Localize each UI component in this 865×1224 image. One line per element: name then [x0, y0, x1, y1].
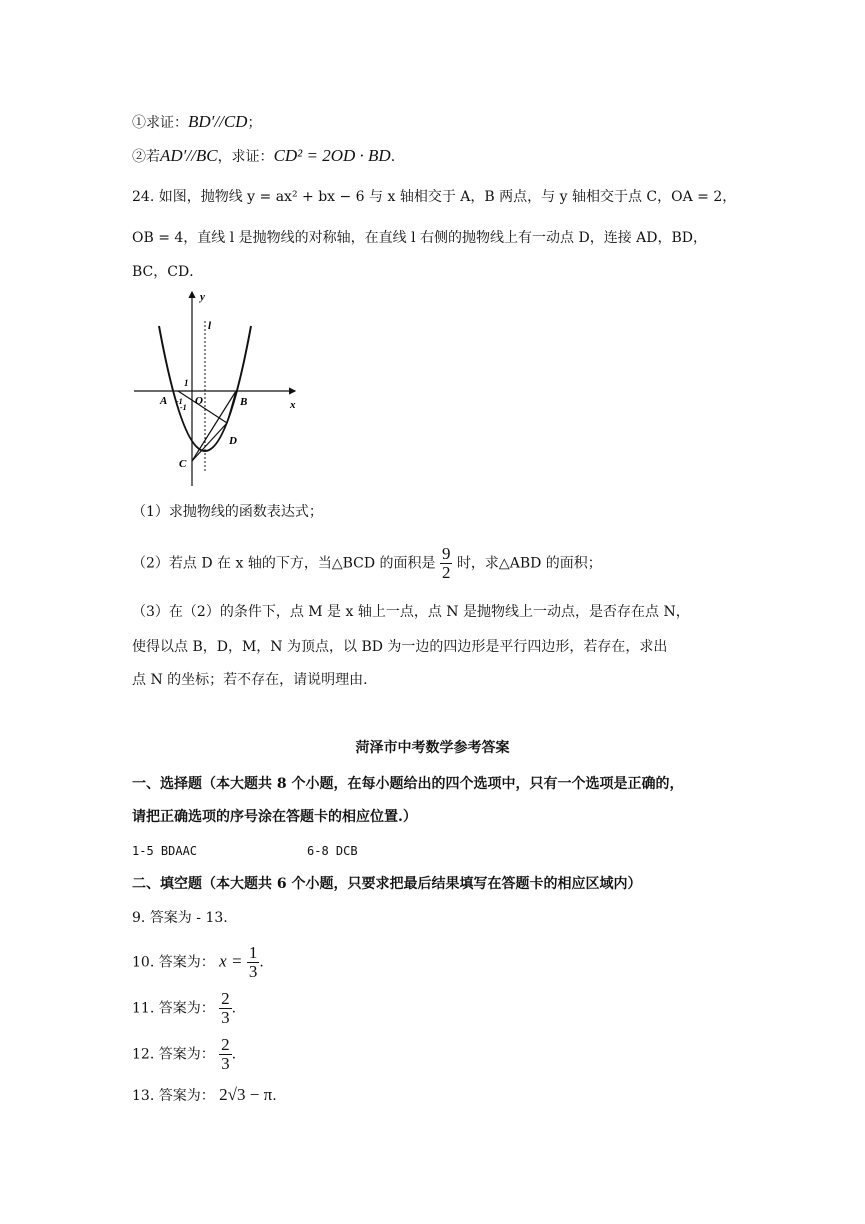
fraction-denominator: 3 — [248, 962, 258, 981]
q24-sub2-text-a: （2）若点 D 在 x 轴的下方，当△BCD 的面积是 — [132, 555, 436, 572]
q23-part2-mid: ，求证： — [217, 149, 274, 165]
q23-part2 — [132, 146, 405, 167]
mc-answers-6-8: 6-8 DCB — [307, 844, 358, 858]
parabola-curve — [159, 326, 251, 451]
q24-sub3-line1: （3）在（2）的条件下，点 M 是 x 轴上一点，点 N 是抛物线上一动点，是否存在点 N， — [132, 604, 690, 620]
parabola-figure — [130, 286, 305, 491]
q23-part2-math1: AD′//BC — [160, 146, 218, 165]
label-O: O — [195, 395, 203, 407]
q24-line1: 24. 如图，抛物线 y = ax² + bx − 6 与 x 轴相交于 A，B 两点，与 y 轴相交于点 C，OA = 2， — [132, 189, 737, 205]
answer-12 — [132, 1036, 236, 1073]
q23-part2-math2: CD² = 2OD · BD — [273, 146, 391, 165]
label-B: B — [240, 396, 248, 408]
label-A: A — [160, 395, 168, 407]
q24-sub2-text-b: 时，求△ABD 的面积； — [456, 555, 602, 572]
label-neg1: -1 — [176, 397, 183, 406]
fraction-nine-halves — [440, 545, 453, 582]
label-neg1b: -1 — [180, 403, 187, 412]
answer-12-label: 12. 答案为： — [132, 1046, 215, 1063]
q23-part1-text: ①求证： — [132, 115, 188, 131]
fraction-denominator: 3 — [221, 1054, 230, 1073]
section2-heading: 二、填空题（本大题共 6 个小题，只要求把最后结果填写在答题卡的相应区域内） — [132, 876, 642, 892]
q24-line3: BC，CD． — [132, 264, 204, 280]
answer-11-dot: . — [231, 1000, 237, 1017]
answer-13-label: 13. 答案为： — [132, 1088, 215, 1104]
answer-13-dot: . — [272, 1088, 277, 1104]
answer-11 — [132, 990, 236, 1027]
segment-BD — [227, 391, 236, 423]
answer-11-fraction — [219, 990, 232, 1027]
fraction-denominator: 2 — [441, 563, 451, 582]
q23-part2-text: ②若 — [132, 149, 160, 165]
q24-sub3-line3: 点 N 的坐标；若不存在，请说明理由. — [132, 672, 368, 688]
answer-12-dot: . — [231, 1046, 237, 1063]
q23-part1-end: ； — [247, 115, 262, 131]
q23-part1 — [132, 112, 261, 133]
fraction-denominator: 3 — [221, 1008, 230, 1027]
answer-11-label: 11. 答案为： — [132, 1000, 215, 1017]
fraction-numerator: 9 — [441, 544, 451, 563]
fraction-numerator: 2 — [221, 1035, 230, 1054]
mc-answers-1-5: 1-5 BDAAC — [132, 844, 198, 858]
answer-10-dot: . — [259, 954, 264, 971]
label-l: l — [208, 320, 212, 332]
fraction-numerator: 1 — [248, 943, 258, 962]
segment-CD — [192, 423, 227, 461]
label-y: y — [200, 291, 205, 303]
answer-10-fraction — [247, 944, 260, 981]
label-C: C — [179, 458, 187, 470]
fraction-numerator: 2 — [221, 989, 230, 1008]
q23-part2-end: ． — [390, 149, 405, 165]
answer-10 — [132, 944, 264, 981]
answer-12-fraction — [219, 1036, 232, 1073]
answer-9: 9. 答案为 - 13. — [132, 910, 228, 926]
section1-heading-line2: 请把正确选项的序号涂在答题卡的相应位置.） — [132, 809, 417, 825]
answer-13-math: 2√3 − π — [219, 1085, 273, 1104]
section1-heading-line1: 一、选择题（本大题共 8 个小题，在每小题给出的四个选项中，只有一个选项是正确的， — [132, 776, 684, 792]
label-x: x — [290, 399, 296, 411]
label-D: D — [229, 435, 237, 447]
q24-sub2 — [132, 545, 602, 582]
answers-title: 菏泽市中考数学参考答案 — [355, 740, 510, 756]
q24-line2: OB = 4，直线 l 是抛物线的对称轴，在直线 l 右侧的抛物线上有一动点 D，连接 AD，BD， — [132, 230, 708, 246]
q24-sub3-line2: 使得以点 B，D，M，N 为顶点，以 BD 为一边的四边形是平行四边形，若存在，求出 — [132, 639, 668, 655]
answer-10-label: 10. 答案为： — [132, 954, 215, 971]
answer-10-lhs: x = — [219, 951, 243, 971]
answer-13 — [132, 1085, 277, 1106]
q24-sub1: （1）求抛物线的函数表达式； — [132, 504, 323, 520]
label-one: 1 — [184, 378, 189, 388]
q23-part1-math: BD′//CD — [188, 112, 248, 131]
